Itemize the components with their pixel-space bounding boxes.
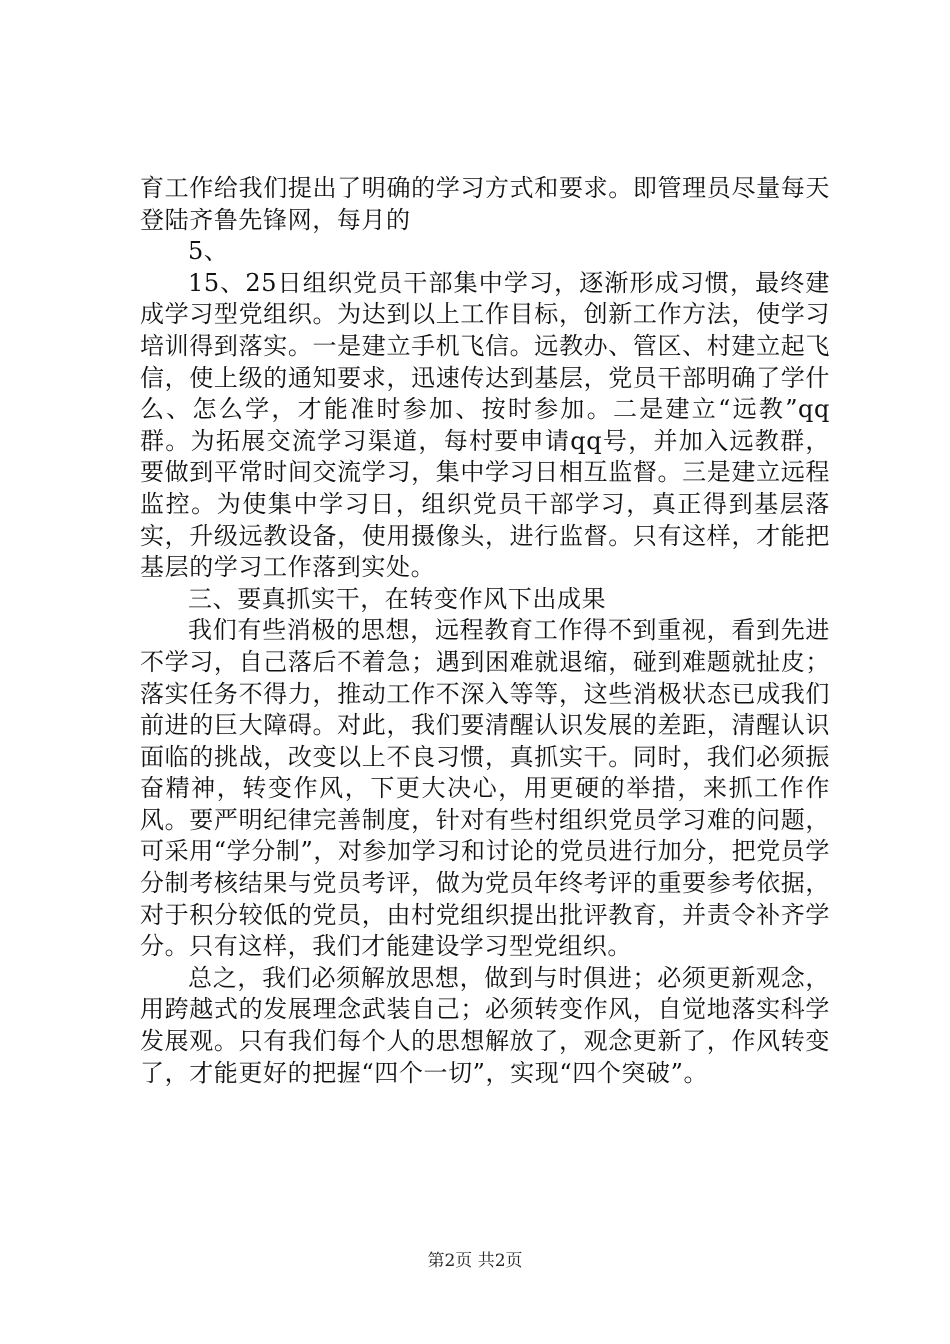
page-footer: 第2页 共2页 (427, 1251, 523, 1271)
paragraph-2: 5、 (188, 237, 229, 266)
document-body (140, 173, 830, 1089)
paragraph-1: 育工作给我们提出了明确的学习方式和要求。即管理员尽量每天登陆齐鲁先锋网，每月的 (140, 174, 830, 234)
paragraph-5: 我们有些消极的思想，远程教育工作得不到重视，看到先进不学习，自己落后不着急；遇到困难就退缩，碰到难题就扯皮；落实任务不得力，推动工作不深入等等，这些消极状态已成我们前进的巨大障碍。对此，我们要清醒认识发展的差距，清醒认识面临的挑战，改变以上不良习惯，真抓实干。同时，我们必须振奋精神，转变作风，下更大决心，用更硬的举措，来抓工作作风。要严明纪律完善制度，针对有些村组织党员学习难的问题，可采用“学分制”，对参加学习和讨论的党员进行加分，把党员学分制考核结果与党员考评，做为党员年终考评的重要参考依据，对于积分较低的党员，由村党组织提出批评教育，并责令补齐学分。只有这样，我们才能建设学习型党组织。 (140, 616, 830, 961)
section-heading: 三、要真抓实干，在转变作风下出成果 (188, 584, 607, 613)
paragraph-6: 总之，我们必须解放思想，做到与时俱进；必须更新观念，用跨越式的发展理念武装自己；必须转变作风，自觉地落实科学发展观。只有我们每个人的思想解放了，观念更新了，作风转变了，才能更好的把握“四个一切”，实现“四个突破”。 (140, 963, 830, 1087)
paragraph-3: 15、25日组织党员干部集中学习，逐渐形成习惯，最终建成学习型党组织。为达到以上工作目标，创新工作方法，使学习培训得到落实。一是建立手机飞信。远教办、管区、村建立起飞信，使上级的通知要求，迅速传达到基层，党员干部明确了学什么、怎么学，才能准时参加、按时参加。二是建立“远教”qq群。为拓展交流学习渠道，每村要申请qq号，并加入远教群，要做到平常时间交流学习，集中学习日相互监督。三是建立远程监控。为使集中学习日，组织党员干部学习，真正得到基层落实，升级远教设备，使用摄像头，进行监督。只有这样，才能把基层的学习工作落到实处。 (140, 268, 830, 582)
